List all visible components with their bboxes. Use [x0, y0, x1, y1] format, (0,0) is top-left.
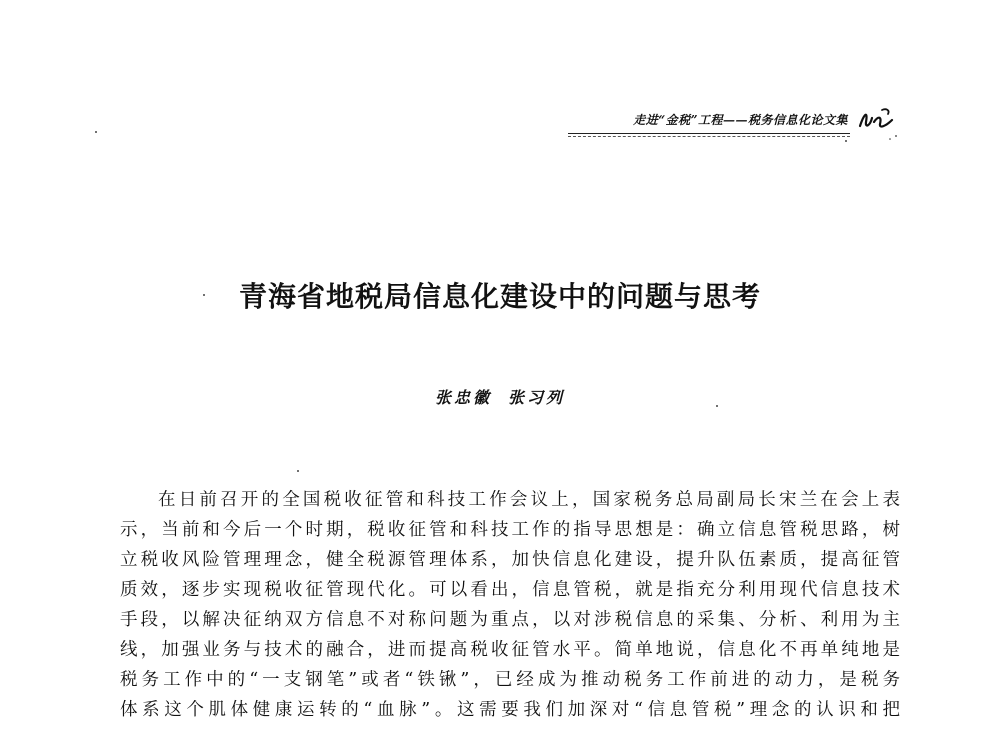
- header-rule-dashed: [568, 136, 850, 137]
- scan-speck: [297, 470, 299, 472]
- body-line: 质效，逐步实现税收征管现代化。可以看出，信息管税，就是指充分利用现代信息技术: [120, 580, 900, 600]
- body-line: 立税收风险管理理念，健全税源管理体系，加快信息化建设，提升队伍素质，提高征管: [120, 550, 900, 570]
- article-title: 青海省地税局信息化建设中的问题与思考: [238, 280, 761, 313]
- signature-mark-icon: [852, 96, 900, 144]
- body-line: 税务工作中的“一支钢笔”或者“铁锹”，已经成为推动税务工作前进的动力，是税务: [120, 670, 900, 690]
- body-line: 线，加强业务与技术的融合，进而提高税收征管水平。简单地说，信息化不再单纯地是: [120, 640, 900, 660]
- header-rule: [568, 133, 850, 134]
- body-line: 体系这个肌体健康运转的“血脉”。这需要我们加深对“信息管税”理念的认识和把: [120, 700, 900, 720]
- body-line: 手段，以解决征纳双方信息不对称问题为重点，以对涉税信息的采集、分析、利用为主: [120, 610, 900, 630]
- body-line: 在日前召开的全国税收征管和科技工作会议上，国家税务总局副局长宋兰在会上表: [158, 490, 900, 510]
- scan-speck: [95, 131, 97, 133]
- body-line: 示，当前和今后一个时期，税收征管和科技工作的指导思想是：确立信息管税思路，树: [120, 520, 900, 540]
- author-name: 张习列: [508, 388, 566, 407]
- scan-speck: [716, 405, 718, 407]
- author-name: 张忠徽: [434, 388, 492, 407]
- running-header: 走进“金税”工程——税务信息化论文集: [633, 113, 848, 127]
- article-body: [120, 485, 900, 725]
- article-authors: [300, 385, 700, 408]
- scan-speck: [203, 294, 205, 296]
- scan-speck: [845, 140, 847, 142]
